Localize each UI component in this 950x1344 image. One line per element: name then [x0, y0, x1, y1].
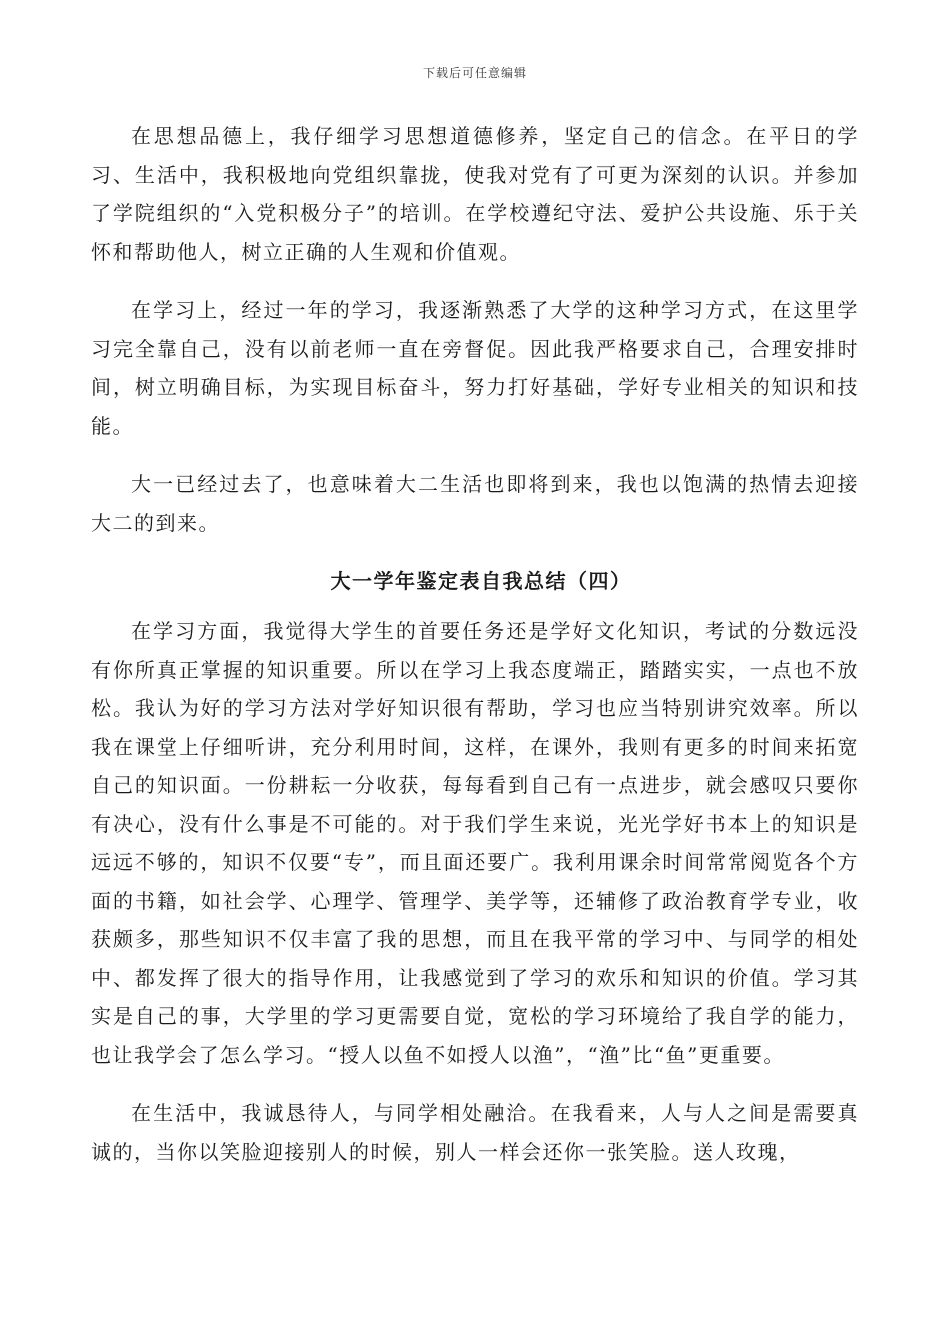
paragraph-study: 在学习上，经过一年的学习，我逐渐熟悉了大学的这种学习方式，在这里学习完全靠自己，没有以前老师一直在旁督促。因此我严格要求自己，合理安排时间，树立明确目标，为实现目标奋斗，努力打好基础，学好专业相关的知识和技能。 — [91, 298, 859, 438]
section-title: 大一学年鉴定表自我总结（四） — [330, 569, 632, 593]
document-body — [91, 117, 859, 1191]
paragraph-sophomore: 大一已经过去了，也意味着大二生活也即将到来，我也以饱满的热情去迎接大二的到来。 — [91, 472, 859, 535]
paragraph-learning-aspect: 在学习方面，我觉得大学生的首要任务还是学好文化知识，考试的分数远没有你所真正掌握的知识重要。所以在学习上我态度端正，踏踏实实，一点也不放松。我认为好的学习方法对学好知识很有帮助，学习也应当特别讲究效率。所以我在课堂上仔细听讲，充分利用时间，这样，在课外，我则有更多的时间来拓宽自己的知识面。一份耕耘一分收获，每每看到自己有一点进步，就会感叹只要你有决心，没有什么事是不可能的。对于我们学生来说，光光学好书本上的知识是远远不够的，知识不仅要“专”，而且面还要广。我利用课余时间常常阅览各个方面的书籍，如社会学、心理学、管理学、美学等，还辅修了政治教育学专业，收获颇多，那些知识不仅丰富了我的思想，而且在我平常的学习中、与同学的相处中、都发挥了很大的指导作用，让我感觉到了学习的欢乐和知识的价值。学习其实是自己的事，大学里的学习更需要自觉，宽松的学习环境给了我自学的能力，也让我学会了怎么学习。“授人以鱼不如授人以渔”，“渔”比“鱼”更重要。 — [91, 619, 859, 1067]
page-header-note: 下载后可任意编辑 — [422, 66, 527, 80]
paragraph-moral-character: 在思想品德上，我仔细学习思想道德修养，坚定自己的信念。在平日的学习、生活中，我积极地向党组织靠拢，使我对党有了可更为深刻的认识。并参加了学院组织的“入党积极分子”的培训。在学校遵纪守法、爱护公共设施、乐于关怀和帮助他人，树立正确的人生观和价值观。 — [91, 124, 859, 264]
paragraph-life: 在生活中，我诚恳待人，与同学相处融洽。在我看来，人与人之间是需要真诚的，当你以笑脸迎接别人的时候，别人一样会还你一张笑脸。送人玫瑰， — [91, 1101, 859, 1164]
